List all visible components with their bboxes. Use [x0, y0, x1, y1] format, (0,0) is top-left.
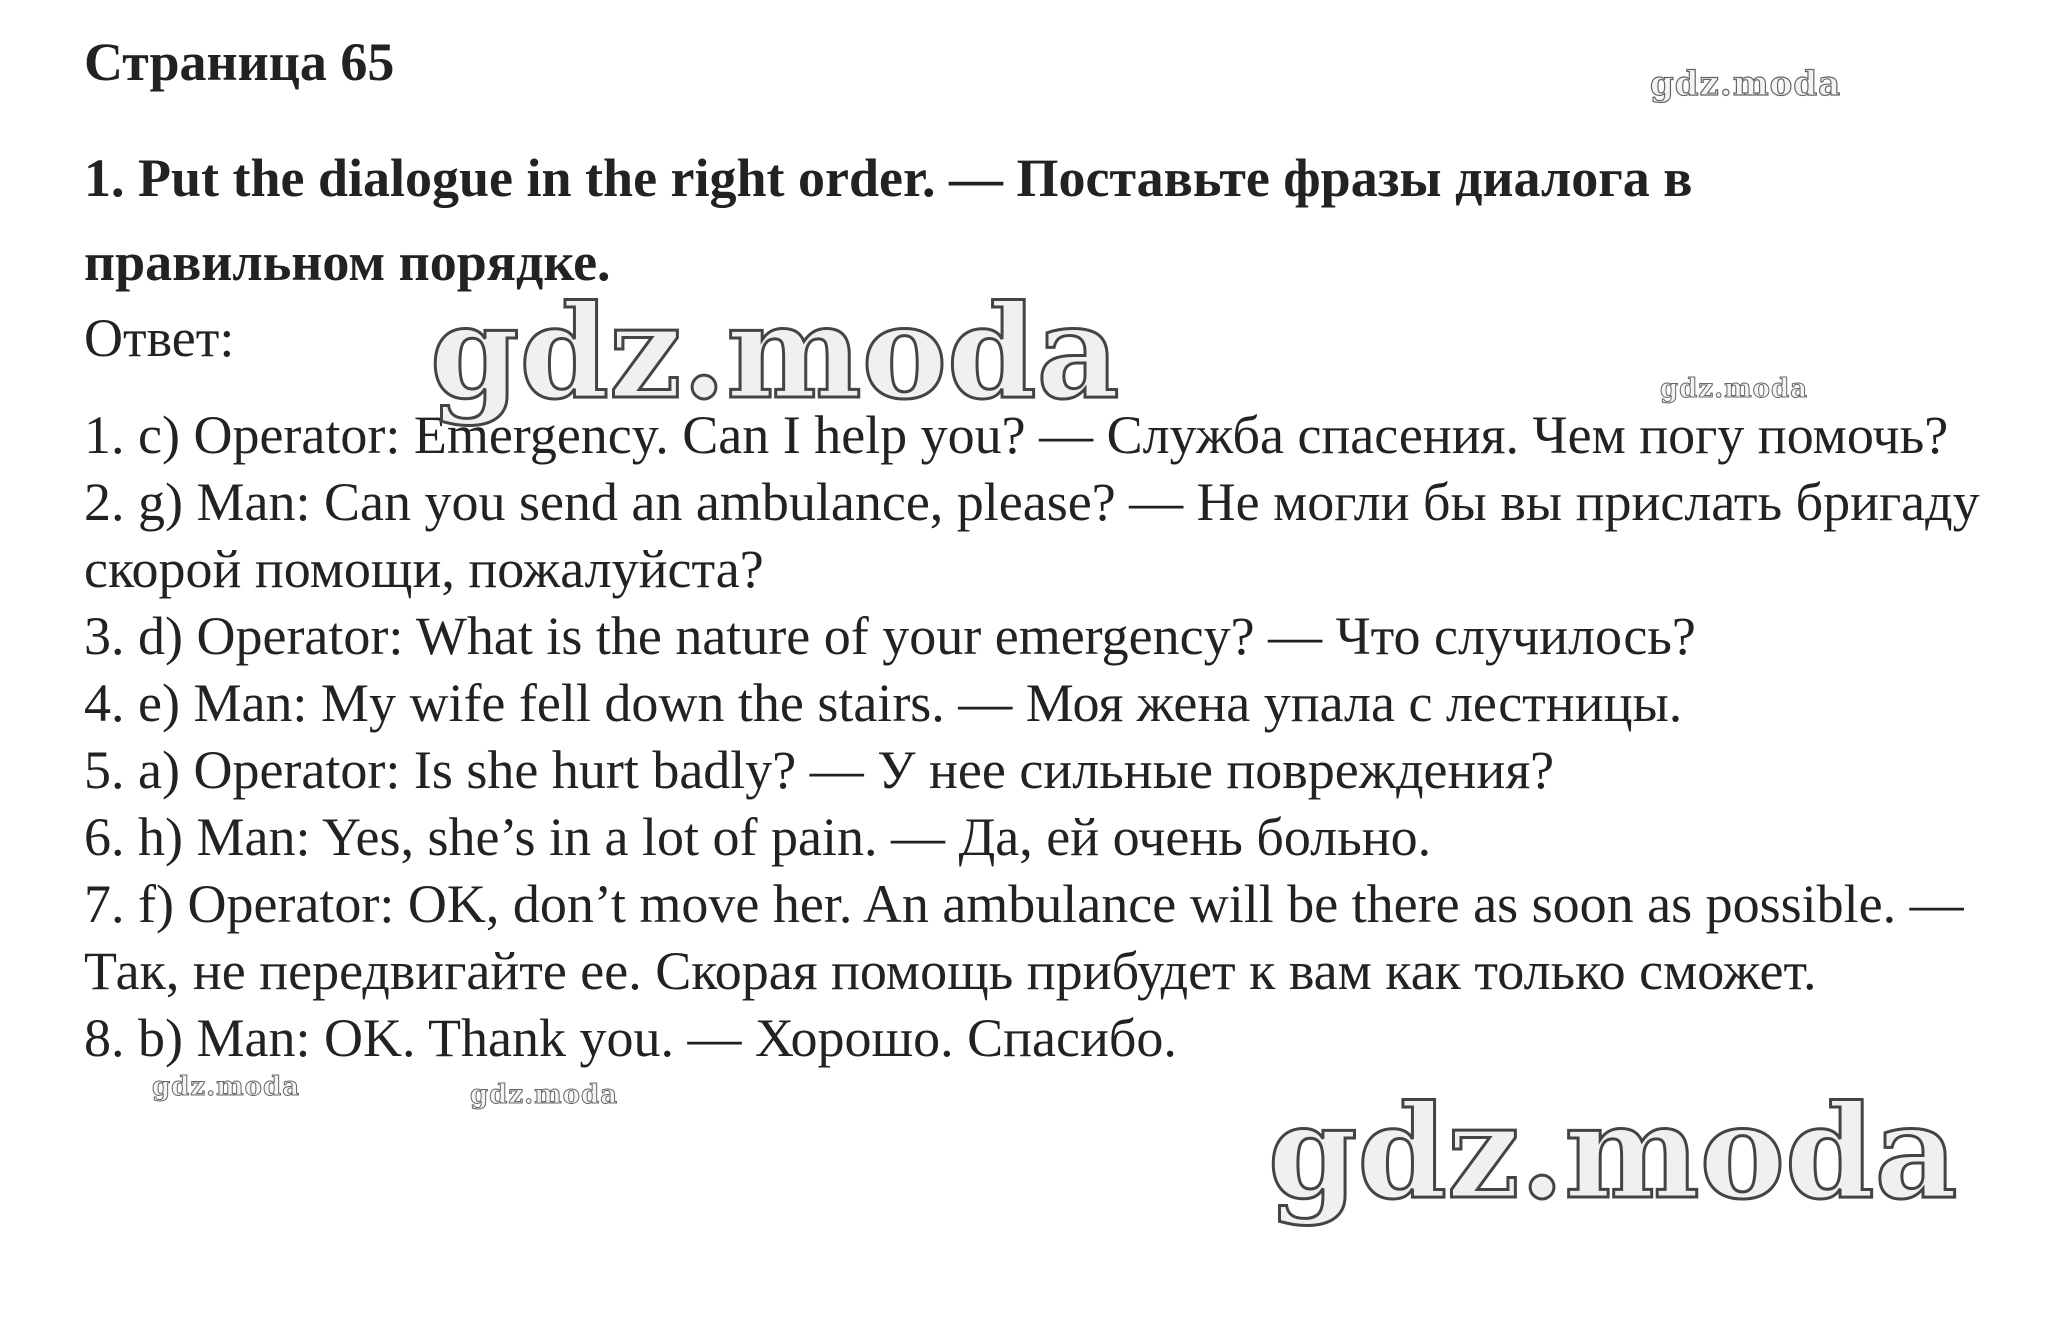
watermark: gdz.moda [1268, 1078, 1958, 1228]
answer-item: 6. h) Man: Yes, she’s in a lot of pain. — Да, ей очень больно. [84, 807, 1432, 867]
task-title: 1. Put the dialogue in the right order. — Поставьте фразы диалога в правильном порядке. [84, 148, 1693, 292]
answer-item: 2. g) Man: Can you send an ambulance, please? — Не могли бы вы прислать бригаду скорой помощи, пожалуйста? [84, 472, 1980, 599]
answer-item: 1. c) Operator: Emergency. Can I help you? — Служба спасения. Чем погу помочь? [84, 405, 1949, 465]
answer-label: Ответ: [84, 308, 235, 368]
watermark: gdz.moda [1650, 64, 1842, 104]
answer-item: 8. b) Man: OK. Thank you. — Хорошо. Спасибо. [84, 1008, 1177, 1068]
watermark: gdz.moda [470, 1080, 619, 1110]
answer-item: 4. e) Man: My wife fell down the stairs. — Моя жена упала с лестницы. [84, 673, 1683, 733]
watermark: gdz.moda [430, 278, 1120, 428]
page-heading: Страница 65 [84, 32, 395, 92]
watermark: gdz.moda [1660, 374, 1809, 404]
watermark: gdz.moda [152, 1072, 301, 1102]
answer-item: 3. d) Operator: What is the nature of your emergency? — Что случилось? [84, 606, 1696, 666]
answer-item: 7. f) Operator: OK, don’t move her. An ambulance will be there as soon as possible. — Так, не передвигайте ее. Скорая помощь прибудет к вам как только сможет. [84, 874, 1964, 1001]
answer-item: 5. a) Operator: Is she hurt badly? — У нее сильные повреждения? [84, 740, 1555, 800]
answer-list [84, 402, 1984, 1072]
